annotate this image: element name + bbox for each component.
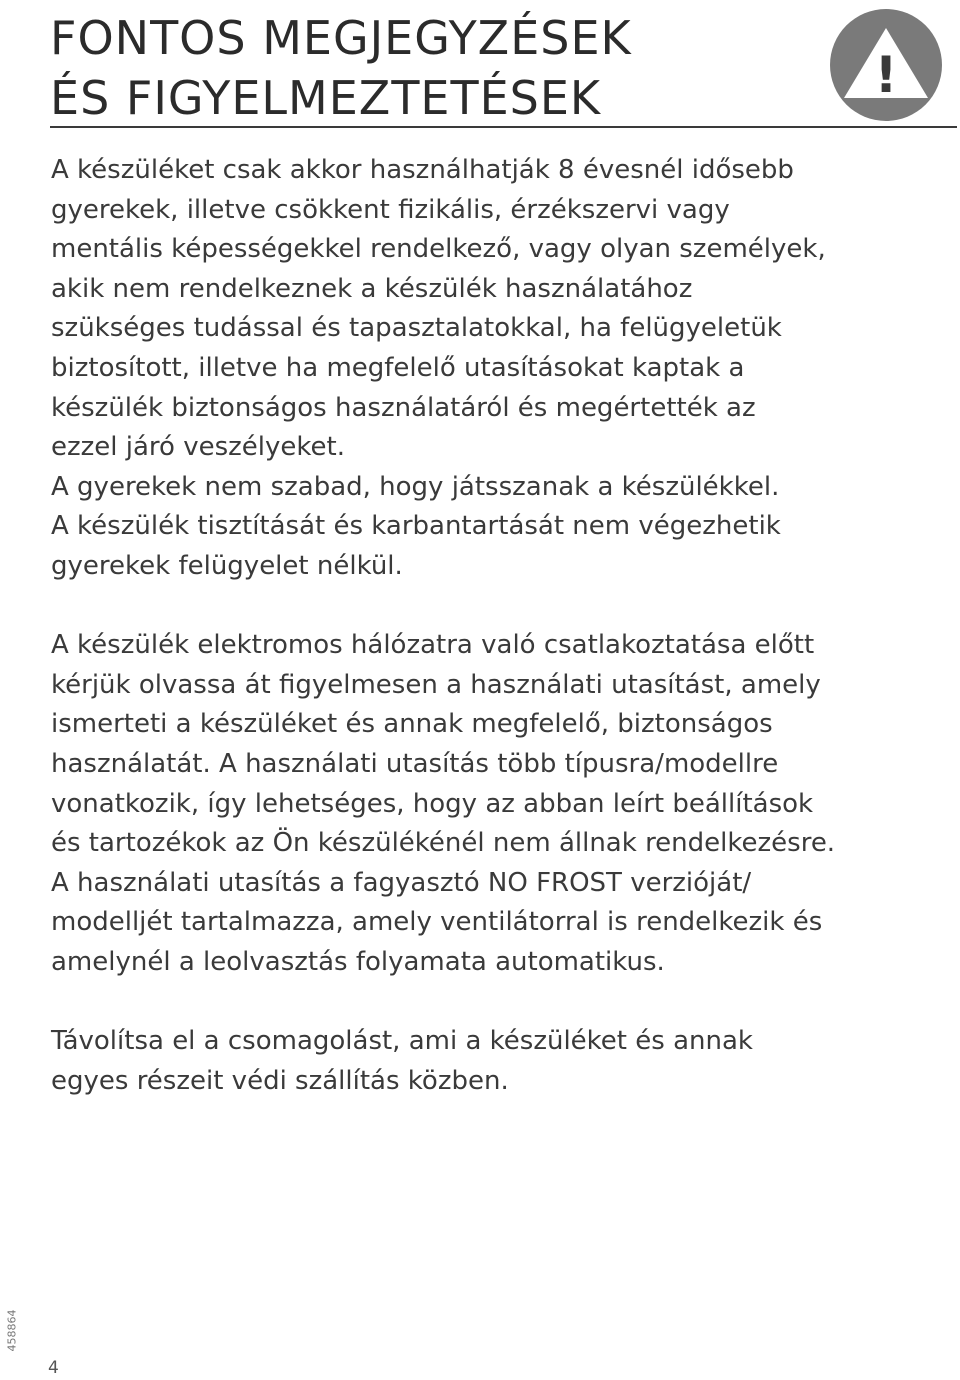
- paragraph-packaging: [51, 1022, 951, 1101]
- page-number: 4: [48, 1358, 59, 1378]
- text-line: Távolítsa el a csomagolást, ami a készüléket és annak: [51, 1026, 753, 1057]
- text-line: ezzel járó veszélyeket.: [51, 432, 345, 463]
- main-content: [51, 151, 951, 1101]
- paragraph-spacer: [51, 982, 951, 1022]
- text-line: A készülék elektromos hálózatra való csatlakoztatása előtt: [51, 630, 815, 661]
- text-line: A gyerekek nem szabad, hogy játsszanak a készülékkel.: [51, 471, 780, 502]
- page-title: [50, 8, 957, 128]
- document-id: 458864: [5, 1309, 19, 1352]
- paragraph-safety-children: [51, 151, 951, 587]
- warning-exclamation-icon: [829, 8, 943, 122]
- text-line: biztosított, illetve ha megfelelő utasításokat kaptak a: [51, 352, 745, 383]
- text-line: szükséges tudással és tapasztalatokkal, ha felügyeletük: [51, 313, 782, 344]
- page-title-line: ÉS FIGYELMEZTETÉSEK: [50, 71, 602, 125]
- warning-glyph: !: [874, 46, 898, 104]
- text-line: ismerteti a készüléket és annak megfelelő, biztonságos: [51, 709, 773, 740]
- text-line: használatát. A használati utasítás több típusra/modellre: [51, 748, 779, 779]
- paragraph-spacer: [51, 587, 951, 627]
- text-line: egyes részeit védi szállítás közben.: [51, 1065, 509, 1096]
- paragraph-manual-info: [51, 626, 951, 982]
- page-header: [50, 8, 957, 128]
- text-line: kérjük olvassa át figyelmesen a használati utasítást, amely: [51, 669, 821, 700]
- text-line: akik nem rendelkeznek a készülék használatához: [51, 273, 693, 304]
- text-line: modelljét tartalmazza, amely ventilátorral is rendelkezik és: [51, 907, 823, 938]
- text-line: A készülék tisztítását és karbantartását nem végezhetik: [51, 511, 781, 542]
- text-line: készülék biztonságos használatáról és megértették az: [51, 392, 756, 423]
- text-line: gyerekek, illetve csökkent fizikális, érzékszervi vagy: [51, 194, 730, 225]
- text-line: A használati utasítás a fagyasztó NO FROST verzióját/: [51, 867, 752, 898]
- text-line: vonatkozik, így lehetséges, hogy az abban leírt beállítások: [51, 788, 814, 819]
- text-line: amelynél a leolvasztás folyamata automatikus.: [51, 946, 665, 977]
- text-line: A készüléket csak akkor használhatják 8 évesnél idősebb: [51, 155, 794, 185]
- text-line: és tartozékok az Ön készülékénél nem állnak rendelkezésre.: [51, 828, 836, 859]
- text-line: gyerekek felügyelet nélkül.: [51, 550, 403, 581]
- text-line: mentális képességekkel rendelkező, vagy olyan személyek,: [51, 234, 826, 265]
- page-title-line: FONTOS MEGJEGYZÉSEK: [50, 11, 632, 65]
